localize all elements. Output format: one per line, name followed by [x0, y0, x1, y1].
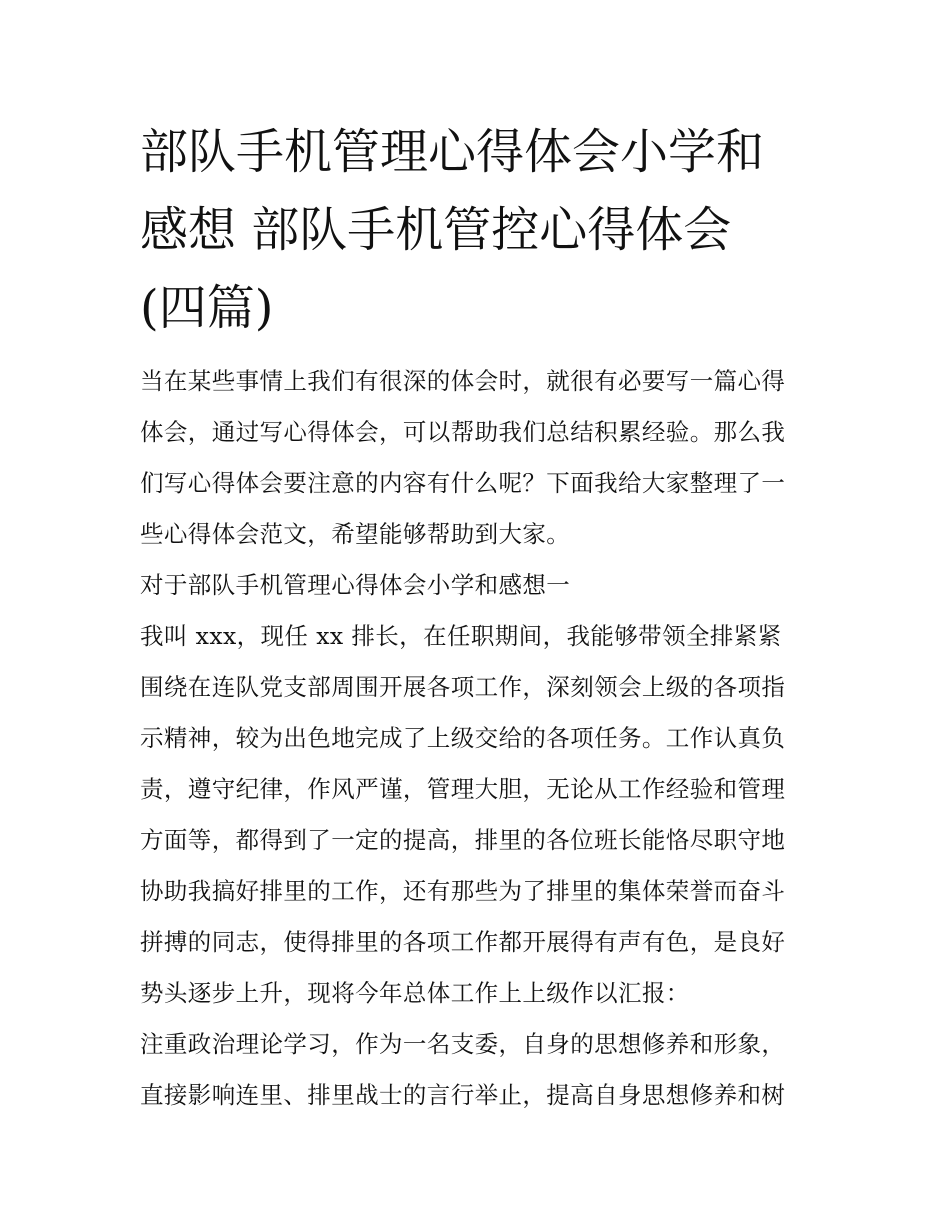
- document-body: [140, 356, 820, 1121]
- body-line: 拼搏的同志，使得排里的各项工作都开展得有声有色，是良好: [140, 928, 786, 956]
- body-line: 注重政治理论学习，作为一名支委，自身的思想修养和形象，: [140, 1030, 786, 1058]
- body-line: 协助我搞好排里的工作，还有那些为了排里的集体荣誉而奋斗: [140, 877, 786, 905]
- document-title: [140, 113, 820, 347]
- body-line: 体会，通过写心得体会，可以帮助我们总结积累经验。那么我: [140, 418, 786, 446]
- body-line: 围绕在连队党支部周围开展各项工作，深刻领会上级的各项指: [140, 673, 786, 701]
- body-line: 直接影响连里、排里战士的言行举止，提高自身思想修养和树: [140, 1081, 786, 1109]
- section-heading: 对于部队手机管理心得体会小学和感想一: [140, 571, 571, 599]
- body-line: 们写心得体会要注意的内容有什么呢？下面我给大家整理了一: [140, 469, 786, 497]
- title-line: 感想 部队手机管控心得体会: [140, 202, 732, 258]
- body-line: 些心得体会范文，希望能够帮助到大家。: [140, 520, 571, 548]
- body-line: 势头逐步上升，现将今年总体工作上上级作以汇报：: [140, 979, 690, 1007]
- title-line: (四篇): [140, 280, 274, 336]
- body-line: 当在某些事情上我们有很深的体会时，就很有必要写一篇心得: [140, 367, 786, 395]
- body-line: 责，遵守纪律，作风严谨，管理大胆，无论从工作经验和管理: [140, 775, 786, 803]
- body-line: 方面等，都得到了一定的提高，排里的各位班长能恪尽职守地: [140, 826, 786, 854]
- title-line: 部队手机管理心得体会小学和: [140, 124, 765, 180]
- body-line: 我叫 xxx，现任 xx 排长，在任职期间，我能够带领全排紧紧: [140, 622, 782, 650]
- body-line: 示精神，较为出色地完成了上级交给的各项任务。工作认真负: [140, 724, 786, 752]
